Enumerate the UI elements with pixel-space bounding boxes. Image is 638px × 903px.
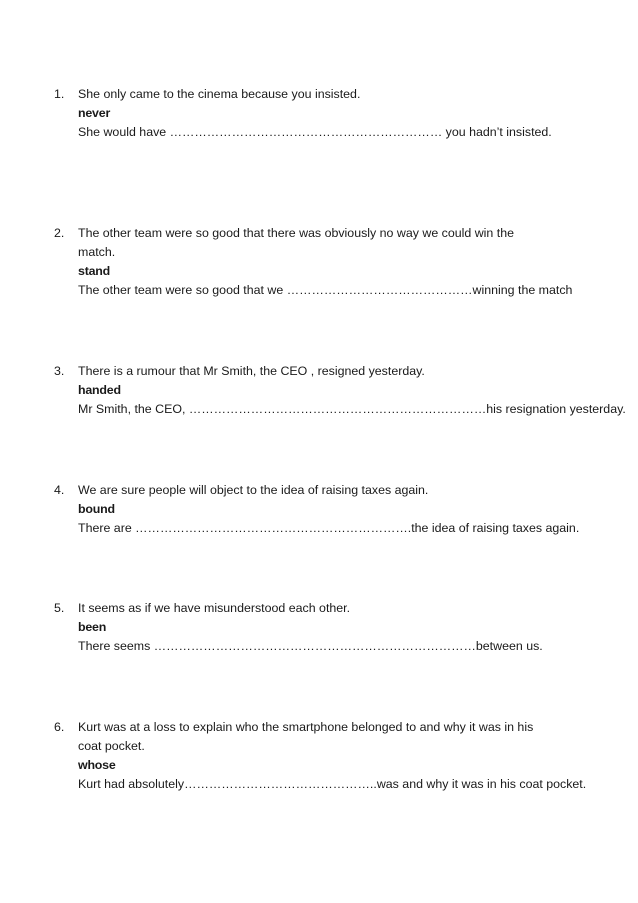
question-text: It seems as if we have misunderstood each other. xyxy=(78,601,351,615)
keyword: never xyxy=(78,106,111,120)
keyword: been xyxy=(78,620,107,634)
item-number: 4. xyxy=(54,483,65,497)
answer-sentence: There seems ……………………………………………………………………between us. xyxy=(78,639,543,653)
answer-sentence: She would have ………………………………………………………… you hadn’t insisted. xyxy=(78,125,552,139)
item-number: 2. xyxy=(54,226,65,240)
answer-sentence: The other team were so good that we ………………………………………winning the match xyxy=(78,283,573,297)
item-number: 1. xyxy=(54,87,65,101)
exercise-item-4 xyxy=(54,481,614,538)
question-text-continued: coat pocket. xyxy=(78,739,145,753)
keyword: handed xyxy=(78,383,121,397)
exercise-item-6 xyxy=(54,718,614,794)
item-number: 6. xyxy=(54,720,65,734)
exercise-item-1 xyxy=(54,85,614,142)
question-text: We are sure people will object to the idea of raising taxes again. xyxy=(78,483,429,497)
question-text: There is a rumour that Mr Smith, the CEO , resigned yesterday. xyxy=(78,364,425,378)
keyword: whose xyxy=(78,758,116,772)
question-text: The other team were so good that there was obviously no way we could win the xyxy=(78,226,514,240)
exercise-item-2 xyxy=(54,224,614,300)
item-number: 3. xyxy=(54,364,65,378)
question-text-continued: match. xyxy=(78,245,116,259)
answer-sentence: Kurt had absolutely………………………………………..was and why it was in his coat pocket. xyxy=(78,777,587,791)
item-number: 5. xyxy=(54,601,65,615)
exercise-item-5 xyxy=(54,599,614,656)
keyword: bound xyxy=(78,502,115,516)
question-text: Kurt was at a loss to explain who the smartphone belonged to and why it was in his xyxy=(78,720,534,734)
exercise-item-3 xyxy=(54,362,626,419)
answer-sentence: There are ………………………………………………………….the idea of raising taxes again. xyxy=(78,521,580,535)
answer-sentence: Mr Smith, the CEO, ………………………………………………………………his resignation yesterday. xyxy=(78,402,626,416)
question-text: She only came to the cinema because you insisted. xyxy=(78,87,361,101)
keyword: stand xyxy=(78,264,111,278)
